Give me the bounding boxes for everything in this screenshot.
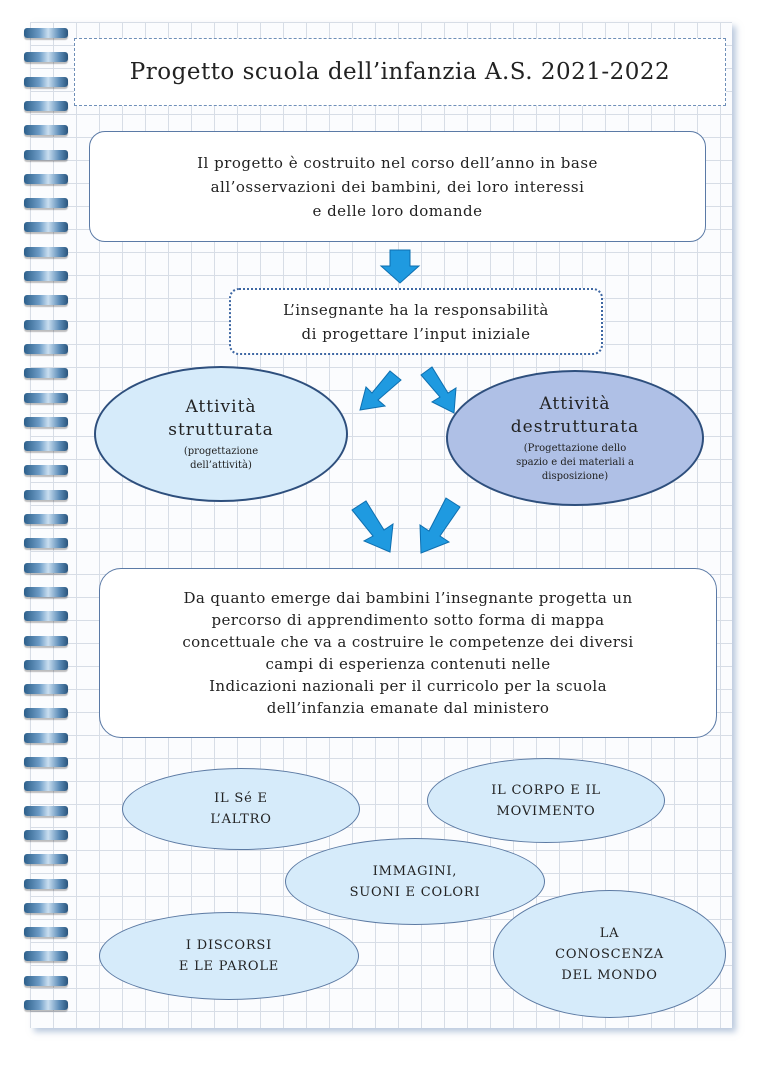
field-speech-and-words: I DISCORSI E LE PAROLE bbox=[99, 912, 359, 1000]
unstructured-activity-title-1: Attività bbox=[539, 393, 611, 414]
intro-box: Il progetto è costruito nel corso dell’anno in base all’osservazioni dei bambini, dei loro interessi e delle loro domande bbox=[89, 131, 706, 242]
arrow-from-left-icon bbox=[352, 501, 393, 552]
field-self-and-other: IL Sé E L’ALTRO bbox=[122, 768, 360, 850]
field-images-sounds-colors: IMMAGINI, SUONI E COLORI bbox=[285, 838, 545, 925]
field-knowledge-of-world: LA CONOSCENZA DEL MONDO bbox=[493, 890, 726, 1018]
arrow-from-right-icon bbox=[420, 498, 460, 553]
unstructured-activity-note-1: (Progettazione dello bbox=[523, 442, 627, 454]
unstructured-activity-note-2: spazio e dei materiali a bbox=[516, 456, 634, 468]
arrow-down-left-icon bbox=[360, 371, 401, 410]
page-title: Progetto scuola dell’infanzia A.S. 2021-2022 bbox=[74, 38, 726, 106]
unstructured-activity-title-2: destrutturata bbox=[510, 416, 640, 437]
structured-activity-note-2: dell’attività) bbox=[190, 459, 252, 471]
field-body-and-movement: IL CORPO E IL MOVIMENTO bbox=[427, 758, 665, 843]
structured-activity-title-2: strutturata bbox=[168, 419, 274, 440]
teacher-responsibility-box: L’insegnante ha la responsabilità di progettare l’input iniziale bbox=[229, 288, 603, 355]
structured-activity-title-1: Attività bbox=[185, 396, 257, 417]
learning-path-box: Da quanto emerge dai bambini l’insegnante progetta un percorso di apprendimento sotto forma di mappa concettuale che va a costruire le competenze dei diversi campi di esperienza contenuti nelle Indicazioni nazionali per il curricolo per la scuola dell’infanzia emanate dal ministero bbox=[99, 568, 717, 738]
unstructured-activity-note-3: disposizione) bbox=[541, 470, 609, 482]
structured-activity-note-1: (progettazione bbox=[183, 445, 259, 457]
arrow-down-icon bbox=[381, 250, 419, 283]
arrow-down-right-icon bbox=[421, 367, 456, 413]
